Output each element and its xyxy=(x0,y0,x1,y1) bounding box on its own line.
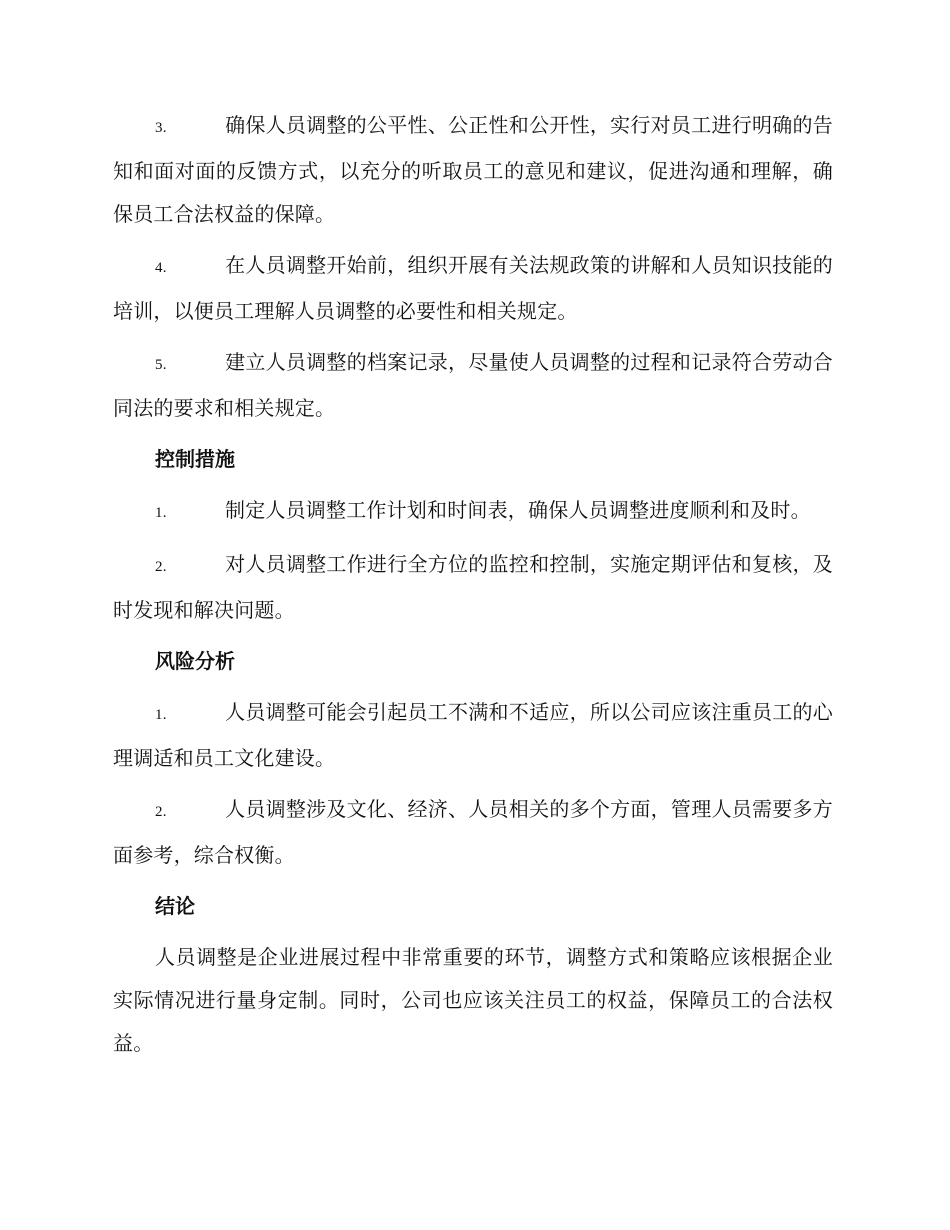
list-number: 5. xyxy=(155,357,167,373)
section-heading: 结论 xyxy=(155,894,195,918)
list-item-text: 人员调整可能会引起员工不满和不适应，所以公司应该注重员工的心理调适和员工文化建设。 xyxy=(113,700,833,770)
list-number: 1. xyxy=(155,505,167,521)
list-number: 4. xyxy=(155,260,167,276)
list-item xyxy=(113,788,833,877)
section-heading: 风险分析 xyxy=(155,649,235,673)
list-item xyxy=(113,341,833,430)
list-item xyxy=(113,543,833,632)
list-item xyxy=(113,244,833,333)
document-page xyxy=(113,104,833,1073)
list-item xyxy=(113,489,833,535)
section-heading: 控制措施 xyxy=(155,447,235,471)
list-item-text: 对人员调整工作进行全方位的监控和控制，实施定期评估和复核，及时发现和解决问题。 xyxy=(113,552,833,622)
list-number: 2. xyxy=(155,559,167,575)
list-item-text: 建立人员调整的档案记录，尽量使人员调整的过程和记录符合劳动合同法的要求和相关规定。 xyxy=(113,350,833,420)
list-number: 1. xyxy=(155,707,167,723)
list-item-text: 确保人员调整的公平性、公正性和公开性，实行对员工进行明确的告知和面对面的反馈方式，以充分的听取员工的意见和建议，促进沟通和理解，确保员工合法权益的保障。 xyxy=(113,113,833,226)
list-item xyxy=(113,104,833,236)
body-paragraph: 人员调整是企业进展过程中非常重要的环节，调整方式和策略应该根据企业实际情况进行量身定制。同时，公司也应该关注员工的权益，保障员工的合法权益。 xyxy=(113,945,833,1055)
list-item-text: 人员调整涉及文化、经济、人员相关的多个方面，管理人员需要多方面参考，综合权衡。 xyxy=(113,797,833,867)
list-number: 2. xyxy=(155,804,167,820)
list-number: 3. xyxy=(155,120,167,136)
list-item-text: 在人员调整开始前，组织开展有关法规政策的讲解和人员知识技能的培训，以便员工理解人员调整的必要性和相关规定。 xyxy=(113,253,833,323)
list-item xyxy=(113,691,833,780)
list-item-text: 制定人员调整工作计划和时间表，确保人员调整进度顺利和及时。 xyxy=(225,498,811,522)
